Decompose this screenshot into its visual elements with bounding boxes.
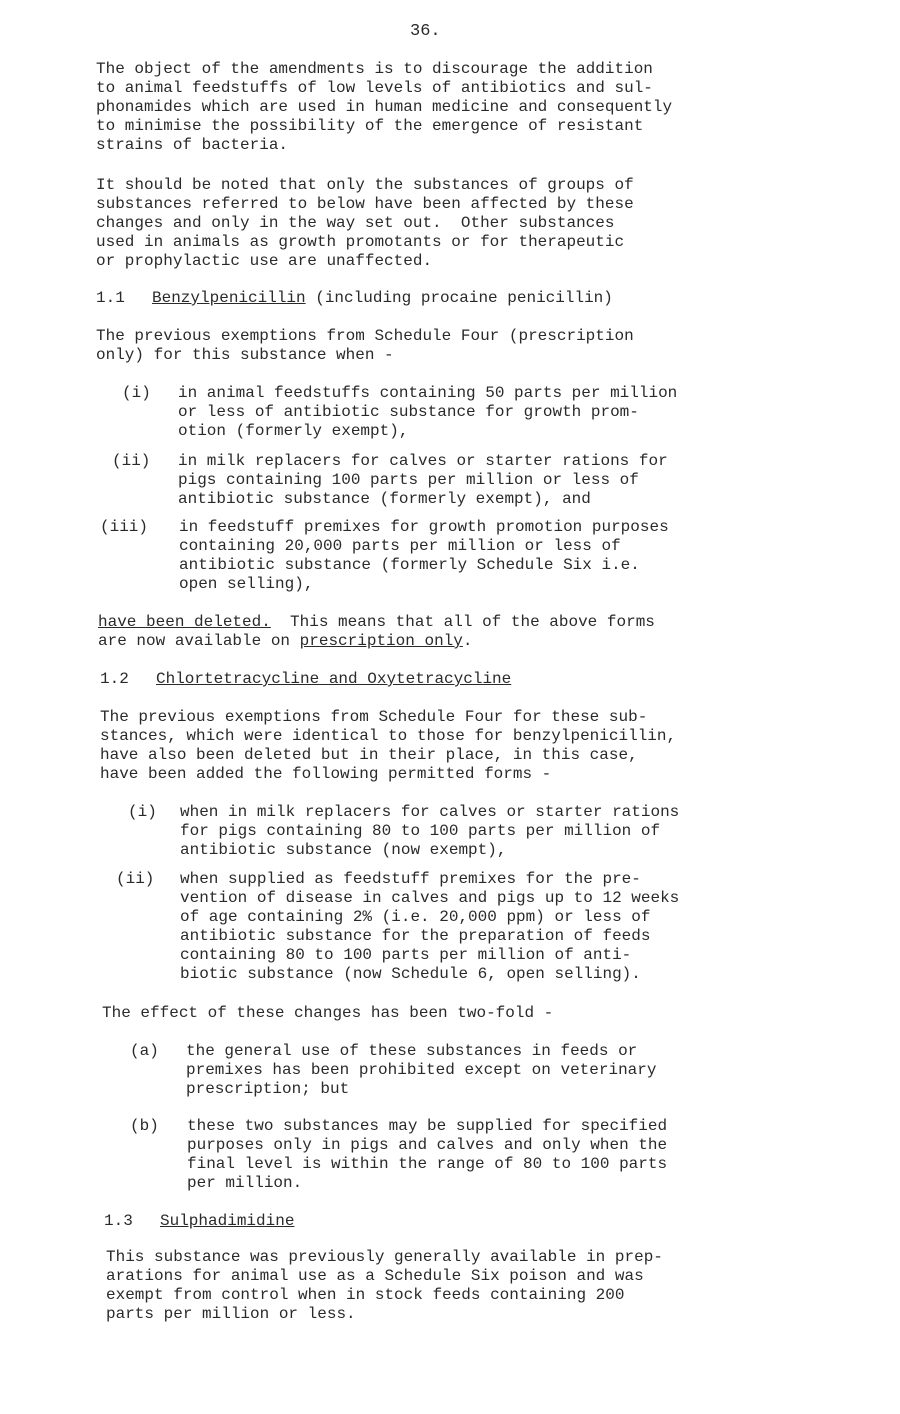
section-1-1-closing: have been deleted. This means that all of the above forms are now available on prescription only. (98, 613, 655, 650)
section-heading-1-3 (104, 1212, 294, 1231)
section-title: Sulphadimidine (160, 1212, 295, 1230)
prescription-only-emphasis: prescription only (299, 632, 463, 650)
section-1-1-lead: The previous exemptions from Schedule Four (prescription only) for this substance when - (96, 327, 634, 364)
section-number: 1.2 (100, 670, 129, 688)
list-item-text: when supplied as feedstuff premixes for the pre- vention of disease in calves and pigs up to 12 weeks of age containing 2% (i.e. 20,000 ppm) or less of antibiotic substance for the preparation of feeds containing 80 to 100 parts per million of anti- biotic substance (now Schedule 6, open selling). (180, 870, 680, 983)
list-item-text: in milk replacers for calves or starter rations for pigs containing 100 parts per million or less of antibiotic substance (formerly exempt), and (178, 452, 668, 508)
list-item-text: in animal feedstuffs containing 50 parts per million or less of antibiotic substance for growth prom- otion (formerly exempt), (178, 384, 678, 440)
section-1-2-lead: The previous exemptions from Schedule Four for these sub- stances, which were identical to those for benzylpenicillin, have also been deleted but in their place, in this case, have been added the following permitted forms - (100, 708, 677, 783)
list-item-marker: (i) (122, 384, 151, 402)
section-title-suffix: (including procaine penicillin) (305, 289, 613, 307)
section-number: 1.1 (96, 289, 125, 307)
list-item-text: these two substances may be supplied for specified purposes only in pigs and calves and only when the final level is within the range of 80 to 100 parts per million. (187, 1117, 668, 1192)
list-item-text: in feedstuff premixes for growth promotion purposes containing 20,000 parts per million or less of antibiotic substance (formerly Schedule Six i.e. open selling), (179, 518, 669, 593)
intro-paragraph-1: The object of the amendments is to discourage the addition to animal feedstuffs of low levels of antibiotics and sul- phonamides which are used in human medicine and consequently to minimise the possibility of the emergence of resistant strains of bacteria. (96, 60, 673, 154)
section-heading-1-1 (96, 289, 613, 308)
page-number: 36. (410, 22, 441, 41)
list-item-marker: (ii) (116, 870, 155, 888)
list-item-marker: (b) (130, 1117, 159, 1135)
effect-lead: The effect of these changes has been two-fold - (102, 1004, 554, 1022)
deleted-emphasis: have been deleted. (98, 613, 271, 631)
intro-paragraph-2: It should be noted that only the substances of groups of substances referred to below have been affected by these changes and only in the way set out. Other substances used in animals as growth promotants or for therapeutic or prophylactic use are unaffected. (96, 176, 634, 270)
list-item-text: when in milk replacers for calves or starter rations for pigs containing 80 to 100 parts per million of antibiotic substance (now exempt), (180, 803, 680, 859)
section-title: Benzylpenicillin (152, 289, 306, 307)
list-item-text: the general use of these substances in feeds or premixes has been prohibited except on veterinary prescription; but (186, 1042, 657, 1098)
list-item-marker: (i) (128, 803, 157, 821)
section-title: Chlortetracycline and Oxytetracycline (156, 670, 512, 688)
section-1-3-text: This substance was previously generally available in prep- arations for animal use as a Schedule Six poison and was exempt from control when in stock feeds containing 200 parts per million or less. (106, 1248, 663, 1323)
list-item-marker: (ii) (112, 452, 151, 470)
section-heading-1-2 (100, 670, 511, 689)
section-number: 1.3 (104, 1212, 133, 1230)
list-item-marker: (a) (130, 1042, 159, 1060)
list-item-marker: (iii) (100, 518, 149, 536)
